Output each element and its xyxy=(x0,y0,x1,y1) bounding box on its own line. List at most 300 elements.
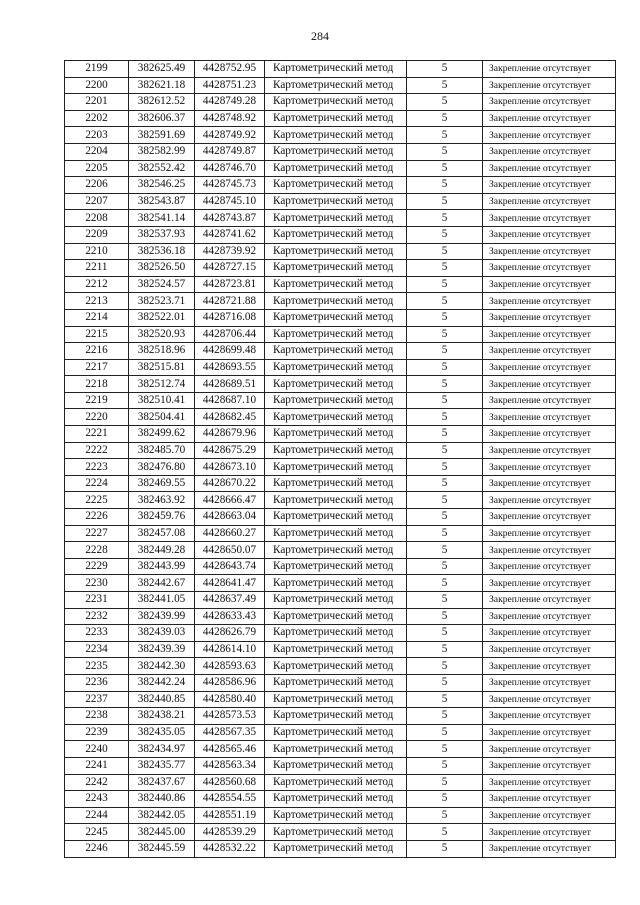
method-cell: Картометрический метод xyxy=(265,757,407,774)
point-number-cell: 2204 xyxy=(65,143,129,160)
table-row xyxy=(65,824,616,841)
table-row xyxy=(65,376,616,393)
coord-x-cell: 382612.52 xyxy=(129,94,195,111)
point-number-cell: 2217 xyxy=(65,359,129,376)
coord-x-cell: 382606.37 xyxy=(129,110,195,127)
accuracy-cell: 5 xyxy=(407,525,483,542)
fixation-cell: Закрепление отсутствует xyxy=(483,409,616,426)
coord-y-cell: 4428565.46 xyxy=(195,741,265,758)
table-row xyxy=(65,343,616,360)
method-cell: Картометрический метод xyxy=(265,77,407,94)
accuracy-cell: 5 xyxy=(407,674,483,691)
point-number-cell: 2229 xyxy=(65,558,129,575)
method-cell: Картометрический метод xyxy=(265,409,407,426)
coord-x-cell: 382439.39 xyxy=(129,641,195,658)
point-number-cell: 2239 xyxy=(65,724,129,741)
coord-x-cell: 382440.86 xyxy=(129,791,195,808)
coord-y-cell: 4428650.07 xyxy=(195,542,265,559)
coord-x-cell: 382469.55 xyxy=(129,475,195,492)
coord-y-cell: 4428748.92 xyxy=(195,110,265,127)
coord-y-cell: 4428689.51 xyxy=(195,376,265,393)
fixation-cell: Закрепление отсутствует xyxy=(483,608,616,625)
coord-x-cell: 382439.03 xyxy=(129,625,195,642)
accuracy-cell: 5 xyxy=(407,791,483,808)
coord-x-cell: 382625.49 xyxy=(129,61,195,78)
table-row xyxy=(65,575,616,592)
method-cell: Картометрический метод xyxy=(265,558,407,575)
accuracy-cell: 5 xyxy=(407,459,483,476)
table-row xyxy=(65,724,616,741)
accuracy-cell: 5 xyxy=(407,492,483,509)
accuracy-cell: 5 xyxy=(407,110,483,127)
method-cell: Картометрический метод xyxy=(265,343,407,360)
table-row xyxy=(65,475,616,492)
accuracy-cell: 5 xyxy=(407,708,483,725)
fixation-cell: Закрепление отсутствует xyxy=(483,492,616,509)
method-cell: Картометрический метод xyxy=(265,359,407,376)
table-row xyxy=(65,807,616,824)
table-row xyxy=(65,276,616,293)
point-number-cell: 2215 xyxy=(65,326,129,343)
table-row xyxy=(65,625,616,642)
fixation-cell: Закрепление отсутствует xyxy=(483,757,616,774)
page-number: 284 xyxy=(311,29,329,43)
fixation-cell: Закрепление отсутствует xyxy=(483,840,616,857)
coord-y-cell: 4428751.23 xyxy=(195,77,265,94)
table-row xyxy=(65,243,616,260)
point-number-cell: 2246 xyxy=(65,840,129,857)
coord-y-cell: 4428663.04 xyxy=(195,509,265,526)
accuracy-cell: 5 xyxy=(407,575,483,592)
coord-y-cell: 4428749.92 xyxy=(195,127,265,144)
coordinates-table-body xyxy=(65,61,616,858)
point-number-cell: 2231 xyxy=(65,592,129,609)
coord-x-cell: 382434.97 xyxy=(129,741,195,758)
method-cell: Картометрический метод xyxy=(265,210,407,227)
coord-x-cell: 382449.28 xyxy=(129,542,195,559)
coord-x-cell: 382442.05 xyxy=(129,807,195,824)
fixation-cell: Закрепление отсутствует xyxy=(483,824,616,841)
accuracy-cell: 5 xyxy=(407,641,483,658)
accuracy-cell: 5 xyxy=(407,260,483,277)
accuracy-cell: 5 xyxy=(407,542,483,559)
coord-x-cell: 382541.14 xyxy=(129,210,195,227)
point-number-cell: 2207 xyxy=(65,193,129,210)
coord-y-cell: 4428721.88 xyxy=(195,293,265,310)
point-number-cell: 2242 xyxy=(65,774,129,791)
coord-y-cell: 4428723.81 xyxy=(195,276,265,293)
coord-x-cell: 382552.42 xyxy=(129,160,195,177)
point-number-cell: 2224 xyxy=(65,475,129,492)
coord-y-cell: 4428743.87 xyxy=(195,210,265,227)
coord-y-cell: 4428626.79 xyxy=(195,625,265,642)
method-cell: Картометрический метод xyxy=(265,575,407,592)
accuracy-cell: 5 xyxy=(407,160,483,177)
fixation-cell: Закрепление отсутствует xyxy=(483,475,616,492)
method-cell: Картометрический метод xyxy=(265,276,407,293)
method-cell: Картометрический метод xyxy=(265,674,407,691)
accuracy-cell: 5 xyxy=(407,840,483,857)
method-cell: Картометрический метод xyxy=(265,592,407,609)
coord-y-cell: 4428687.10 xyxy=(195,392,265,409)
fixation-cell: Закрепление отсутствует xyxy=(483,674,616,691)
coord-x-cell: 382543.87 xyxy=(129,193,195,210)
point-number-cell: 2227 xyxy=(65,525,129,542)
point-number-cell: 2218 xyxy=(65,376,129,393)
table-row xyxy=(65,691,616,708)
table-row xyxy=(65,293,616,310)
coord-x-cell: 382510.41 xyxy=(129,392,195,409)
table-row xyxy=(65,525,616,542)
fixation-cell: Закрепление отсутствует xyxy=(483,143,616,160)
accuracy-cell: 5 xyxy=(407,558,483,575)
accuracy-cell: 5 xyxy=(407,359,483,376)
point-number-cell: 2213 xyxy=(65,293,129,310)
table-row xyxy=(65,326,616,343)
point-number-cell: 2240 xyxy=(65,741,129,758)
table-row xyxy=(65,592,616,609)
method-cell: Картометрический метод xyxy=(265,193,407,210)
fixation-cell: Закрепление отсутствует xyxy=(483,691,616,708)
table-row xyxy=(65,61,616,78)
method-cell: Картометрический метод xyxy=(265,824,407,841)
accuracy-cell: 5 xyxy=(407,824,483,841)
accuracy-cell: 5 xyxy=(407,392,483,409)
method-cell: Картометрический метод xyxy=(265,691,407,708)
coord-y-cell: 4428593.63 xyxy=(195,658,265,675)
method-cell: Картометрический метод xyxy=(265,243,407,260)
coord-y-cell: 4428673.10 xyxy=(195,459,265,476)
fixation-cell: Закрепление отсутствует xyxy=(483,127,616,144)
fixation-cell: Закрепление отсутствует xyxy=(483,724,616,741)
coord-y-cell: 4428741.62 xyxy=(195,226,265,243)
point-number-cell: 2235 xyxy=(65,658,129,675)
fixation-cell: Закрепление отсутствует xyxy=(483,77,616,94)
fixation-cell: Закрепление отсутствует xyxy=(483,293,616,310)
accuracy-cell: 5 xyxy=(407,608,483,625)
table-row xyxy=(65,791,616,808)
accuracy-cell: 5 xyxy=(407,193,483,210)
table-row xyxy=(65,608,616,625)
point-number-cell: 2236 xyxy=(65,674,129,691)
table-row xyxy=(65,359,616,376)
fixation-cell: Закрепление отсутствует xyxy=(483,658,616,675)
method-cell: Картометрический метод xyxy=(265,226,407,243)
coord-y-cell: 4428752.95 xyxy=(195,61,265,78)
fixation-cell: Закрепление отсутствует xyxy=(483,392,616,409)
coord-x-cell: 382523.71 xyxy=(129,293,195,310)
method-cell: Картометрический метод xyxy=(265,61,407,78)
method-cell: Картометрический метод xyxy=(265,326,407,343)
point-number-cell: 2201 xyxy=(65,94,129,111)
table-row xyxy=(65,757,616,774)
table-row xyxy=(65,77,616,94)
coord-y-cell: 4428563.34 xyxy=(195,757,265,774)
coord-x-cell: 382518.96 xyxy=(129,343,195,360)
point-number-cell: 2203 xyxy=(65,127,129,144)
fixation-cell: Закрепление отсутствует xyxy=(483,110,616,127)
coord-y-cell: 4428706.44 xyxy=(195,326,265,343)
accuracy-cell: 5 xyxy=(407,94,483,111)
accuracy-cell: 5 xyxy=(407,343,483,360)
accuracy-cell: 5 xyxy=(407,774,483,791)
point-number-cell: 2205 xyxy=(65,160,129,177)
accuracy-cell: 5 xyxy=(407,724,483,741)
point-number-cell: 2214 xyxy=(65,309,129,326)
fixation-cell: Закрепление отсутствует xyxy=(483,791,616,808)
accuracy-cell: 5 xyxy=(407,127,483,144)
accuracy-cell: 5 xyxy=(407,143,483,160)
coord-x-cell: 382515.81 xyxy=(129,359,195,376)
table-row xyxy=(65,509,616,526)
coord-y-cell: 4428699.48 xyxy=(195,343,265,360)
point-number-cell: 2200 xyxy=(65,77,129,94)
method-cell: Картометрический метод xyxy=(265,143,407,160)
point-number-cell: 2220 xyxy=(65,409,129,426)
coord-y-cell: 4428532.22 xyxy=(195,840,265,857)
accuracy-cell: 5 xyxy=(407,276,483,293)
table-row xyxy=(65,110,616,127)
method-cell: Картометрический метод xyxy=(265,840,407,857)
fixation-cell: Закрепление отсутствует xyxy=(483,625,616,642)
method-cell: Картометрический метод xyxy=(265,608,407,625)
accuracy-cell: 5 xyxy=(407,691,483,708)
table-row xyxy=(65,392,616,409)
coord-y-cell: 4428670.22 xyxy=(195,475,265,492)
method-cell: Картометрический метод xyxy=(265,641,407,658)
coord-y-cell: 4428539.29 xyxy=(195,824,265,841)
table-row xyxy=(65,542,616,559)
coord-x-cell: 382537.93 xyxy=(129,226,195,243)
point-number-cell: 2245 xyxy=(65,824,129,841)
coord-x-cell: 382435.77 xyxy=(129,757,195,774)
accuracy-cell: 5 xyxy=(407,807,483,824)
fixation-cell: Закрепление отсутствует xyxy=(483,226,616,243)
point-number-cell: 2233 xyxy=(65,625,129,642)
coord-x-cell: 382442.67 xyxy=(129,575,195,592)
method-cell: Картометрический метод xyxy=(265,127,407,144)
method-cell: Картометрический метод xyxy=(265,177,407,194)
point-number-cell: 2223 xyxy=(65,459,129,476)
method-cell: Картометрический метод xyxy=(265,459,407,476)
coord-y-cell: 4428746.70 xyxy=(195,160,265,177)
table-row xyxy=(65,426,616,443)
table-row xyxy=(65,143,616,160)
coord-x-cell: 382441.05 xyxy=(129,592,195,609)
method-cell: Картометрический метод xyxy=(265,509,407,526)
method-cell: Картометрический метод xyxy=(265,791,407,808)
fixation-cell: Закрепление отсутствует xyxy=(483,210,616,227)
coord-y-cell: 4428749.87 xyxy=(195,143,265,160)
coord-y-cell: 4428551.19 xyxy=(195,807,265,824)
coord-x-cell: 382439.99 xyxy=(129,608,195,625)
coord-y-cell: 4428716.08 xyxy=(195,309,265,326)
fixation-cell: Закрепление отсутствует xyxy=(483,243,616,260)
accuracy-cell: 5 xyxy=(407,409,483,426)
coord-x-cell: 382485.70 xyxy=(129,442,195,459)
table-row xyxy=(65,226,616,243)
coord-x-cell: 382459.76 xyxy=(129,509,195,526)
accuracy-cell: 5 xyxy=(407,226,483,243)
method-cell: Картометрический метод xyxy=(265,160,407,177)
coordinates-table xyxy=(64,60,616,858)
coord-x-cell: 382582.99 xyxy=(129,143,195,160)
coord-x-cell: 382512.74 xyxy=(129,376,195,393)
point-number-cell: 2226 xyxy=(65,509,129,526)
coord-y-cell: 4428560.68 xyxy=(195,774,265,791)
table-row xyxy=(65,409,616,426)
coord-x-cell: 382443.99 xyxy=(129,558,195,575)
accuracy-cell: 5 xyxy=(407,442,483,459)
coord-y-cell: 4428675.29 xyxy=(195,442,265,459)
fixation-cell: Закрепление отсутствует xyxy=(483,741,616,758)
coord-y-cell: 4428586.96 xyxy=(195,674,265,691)
fixation-cell: Закрепление отсутствует xyxy=(483,160,616,177)
fixation-cell: Закрепление отсутствует xyxy=(483,376,616,393)
coord-y-cell: 4428745.10 xyxy=(195,193,265,210)
point-number-cell: 2212 xyxy=(65,276,129,293)
coord-y-cell: 4428567.35 xyxy=(195,724,265,741)
table-row xyxy=(65,177,616,194)
fixation-cell: Закрепление отсутствует xyxy=(483,542,616,559)
coord-x-cell: 382476.80 xyxy=(129,459,195,476)
method-cell: Картометрический метод xyxy=(265,426,407,443)
accuracy-cell: 5 xyxy=(407,77,483,94)
coord-y-cell: 4428666.47 xyxy=(195,492,265,509)
table-row xyxy=(65,641,616,658)
table-row xyxy=(65,708,616,725)
coord-x-cell: 382437.67 xyxy=(129,774,195,791)
fixation-cell: Закрепление отсутствует xyxy=(483,426,616,443)
fixation-cell: Закрепление отсутствует xyxy=(483,807,616,824)
accuracy-cell: 5 xyxy=(407,741,483,758)
accuracy-cell: 5 xyxy=(407,757,483,774)
method-cell: Картометрический метод xyxy=(265,625,407,642)
coord-y-cell: 4428682.45 xyxy=(195,409,265,426)
coord-y-cell: 4428573.53 xyxy=(195,708,265,725)
method-cell: Картометрический метод xyxy=(265,376,407,393)
coord-x-cell: 382438.21 xyxy=(129,708,195,725)
accuracy-cell: 5 xyxy=(407,61,483,78)
method-cell: Картометрический метод xyxy=(265,475,407,492)
fixation-cell: Закрепление отсутствует xyxy=(483,459,616,476)
coord-x-cell: 382524.57 xyxy=(129,276,195,293)
coord-x-cell: 382435.05 xyxy=(129,724,195,741)
accuracy-cell: 5 xyxy=(407,625,483,642)
method-cell: Картометрический метод xyxy=(265,293,407,310)
table-row xyxy=(65,658,616,675)
table-row xyxy=(65,442,616,459)
coord-x-cell: 382522.01 xyxy=(129,309,195,326)
coord-y-cell: 4428749.28 xyxy=(195,94,265,111)
fixation-cell: Закрепление отсутствует xyxy=(483,177,616,194)
coord-x-cell: 382445.00 xyxy=(129,824,195,841)
accuracy-cell: 5 xyxy=(407,210,483,227)
coord-y-cell: 4428614.10 xyxy=(195,641,265,658)
table-row xyxy=(65,193,616,210)
method-cell: Картометрический метод xyxy=(265,525,407,542)
coord-y-cell: 4428580.40 xyxy=(195,691,265,708)
accuracy-cell: 5 xyxy=(407,475,483,492)
accuracy-cell: 5 xyxy=(407,309,483,326)
fixation-cell: Закрепление отсутствует xyxy=(483,94,616,111)
fixation-cell: Закрепление отсутствует xyxy=(483,260,616,277)
coord-y-cell: 4428727.15 xyxy=(195,260,265,277)
point-number-cell: 2210 xyxy=(65,243,129,260)
point-number-cell: 2208 xyxy=(65,210,129,227)
coord-y-cell: 4428745.73 xyxy=(195,177,265,194)
point-number-cell: 2243 xyxy=(65,791,129,808)
method-cell: Картометрический метод xyxy=(265,774,407,791)
coord-x-cell: 382546.25 xyxy=(129,177,195,194)
table-row xyxy=(65,558,616,575)
coord-y-cell: 4428641.47 xyxy=(195,575,265,592)
coord-x-cell: 382463.92 xyxy=(129,492,195,509)
table-row xyxy=(65,210,616,227)
accuracy-cell: 5 xyxy=(407,658,483,675)
coord-y-cell: 4428693.55 xyxy=(195,359,265,376)
point-number-cell: 2234 xyxy=(65,641,129,658)
point-number-cell: 2237 xyxy=(65,691,129,708)
point-number-cell: 2202 xyxy=(65,110,129,127)
point-number-cell: 2241 xyxy=(65,757,129,774)
accuracy-cell: 5 xyxy=(407,376,483,393)
point-number-cell: 2206 xyxy=(65,177,129,194)
table-row xyxy=(65,741,616,758)
coord-x-cell: 382442.30 xyxy=(129,658,195,675)
point-number-cell: 2216 xyxy=(65,343,129,360)
fixation-cell: Закрепление отсутствует xyxy=(483,343,616,360)
point-number-cell: 2199 xyxy=(65,61,129,78)
coord-x-cell: 382621.18 xyxy=(129,77,195,94)
coord-y-cell: 4428660.27 xyxy=(195,525,265,542)
table-row xyxy=(65,492,616,509)
method-cell: Картометрический метод xyxy=(265,94,407,111)
point-number-cell: 2244 xyxy=(65,807,129,824)
fixation-cell: Закрепление отсутствует xyxy=(483,558,616,575)
point-number-cell: 2230 xyxy=(65,575,129,592)
fixation-cell: Закрепление отсутствует xyxy=(483,641,616,658)
coord-x-cell: 382520.93 xyxy=(129,326,195,343)
coord-x-cell: 382440.85 xyxy=(129,691,195,708)
coord-x-cell: 382445.59 xyxy=(129,840,195,857)
fixation-cell: Закрепление отсутствует xyxy=(483,309,616,326)
accuracy-cell: 5 xyxy=(407,426,483,443)
coord-x-cell: 382536.18 xyxy=(129,243,195,260)
point-number-cell: 2232 xyxy=(65,608,129,625)
coord-x-cell: 382499.62 xyxy=(129,426,195,443)
method-cell: Картометрический метод xyxy=(265,708,407,725)
point-number-cell: 2219 xyxy=(65,392,129,409)
fixation-cell: Закрепление отсутствует xyxy=(483,575,616,592)
fixation-cell: Закрепление отсутствует xyxy=(483,326,616,343)
coord-x-cell: 382442.24 xyxy=(129,674,195,691)
point-number-cell: 2221 xyxy=(65,426,129,443)
fixation-cell: Закрепление отсутствует xyxy=(483,61,616,78)
fixation-cell: Закрепление отсутствует xyxy=(483,525,616,542)
point-number-cell: 2222 xyxy=(65,442,129,459)
coord-y-cell: 4428633.43 xyxy=(195,608,265,625)
table-row xyxy=(65,127,616,144)
coord-y-cell: 4428643.74 xyxy=(195,558,265,575)
point-number-cell: 2228 xyxy=(65,542,129,559)
table-row xyxy=(65,840,616,857)
method-cell: Картометрический метод xyxy=(265,392,407,409)
table-row xyxy=(65,94,616,111)
coord-x-cell: 382526.50 xyxy=(129,260,195,277)
method-cell: Картометрический метод xyxy=(265,807,407,824)
method-cell: Картометрический метод xyxy=(265,724,407,741)
